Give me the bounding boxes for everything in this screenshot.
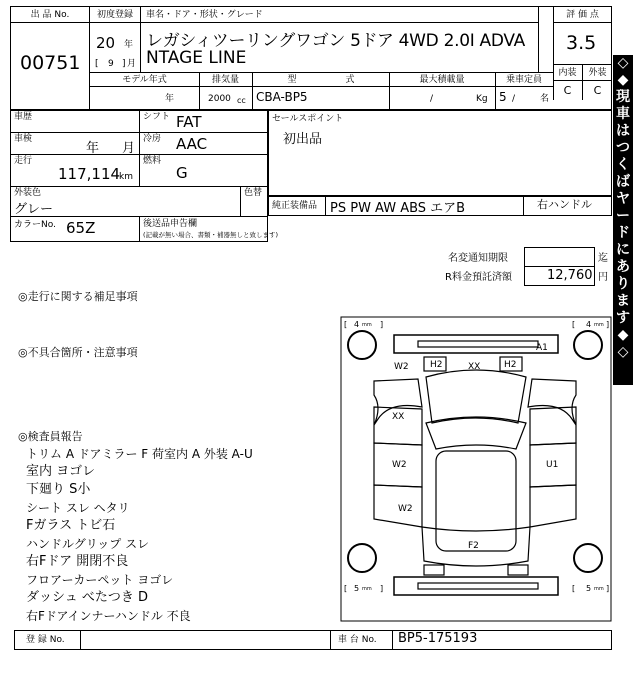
- displacement: 2000: [208, 94, 231, 104]
- inspector-notes: ◎検査員報告 トリム A ドアミラー F 荷室内 A 外装 A-U 室内 ヨゴレ 下廻り S小 シート スレ ヘタリ Fガラス トビ石 ハンドルグリップ スレ 右Fドア 開閉不良 フロアーカーペット ヨゴレ ダッシュ べたつき D 右Fドアインナーハンドル 不良: [18, 430, 253, 623]
- grade-score: 3.5: [566, 32, 597, 54]
- mark-u1: U1: [546, 460, 559, 470]
- tire-fr-mm: 4: [586, 320, 592, 329]
- tire-rr-mm: 5: [586, 584, 592, 593]
- svg-text:mm: mm: [594, 322, 604, 328]
- mileage: 117,114: [58, 165, 121, 183]
- ac-value: AAC: [176, 135, 208, 153]
- capacity: 5: [499, 90, 507, 104]
- svg-text:[: [: [344, 584, 348, 593]
- svg-text:]: ]: [606, 584, 610, 593]
- lot-number: 00751: [20, 52, 81, 74]
- svg-text:[: [: [572, 320, 576, 329]
- mark-h2-right: H2: [504, 360, 517, 370]
- car-name-label: 車名・ドア・形状・グレード: [146, 10, 263, 20]
- notes: [18, 288, 138, 306]
- mark-h2-left: H2: [430, 360, 443, 370]
- mark-xx-door: XX: [392, 412, 405, 422]
- car-damage-diagram: [340, 315, 612, 623]
- interior-grade: C: [563, 84, 572, 97]
- car-name-line1: レガシィツーリングワゴン 5ドア 4WD 2.0I ADVA: [146, 31, 525, 51]
- tire-fl-mm: 4: [354, 320, 360, 329]
- fuel-value: G: [176, 164, 188, 182]
- svg-text:[: [: [572, 584, 576, 593]
- defect-title: ◎不具合箇所・注意事項: [18, 346, 138, 359]
- steering-side: 右ハンドル: [537, 198, 592, 211]
- reg-year: 20: [96, 34, 116, 52]
- color-number: 65Z: [66, 219, 96, 237]
- ext-color: グレー: [14, 202, 54, 217]
- recycle-fee: 12,760: [547, 268, 593, 283]
- svg-text:[: [: [344, 320, 348, 329]
- mark-w2-door: W2: [392, 460, 407, 470]
- shift-value: FAT: [176, 113, 202, 131]
- lot-label: 出 品 No.: [30, 10, 70, 20]
- car-name-line2: NTAGE LINE: [146, 48, 247, 68]
- mark-w2-rear: W2: [398, 504, 413, 514]
- svg-text:mm: mm: [362, 322, 372, 328]
- exterior-grade: C: [593, 84, 602, 97]
- side-banner: ◇ ◆ 現 車 は つ く ば ヤ ー ド に あ り ま す ◆ ◇: [613, 55, 633, 385]
- tire-rl-mm: 5: [354, 584, 360, 593]
- svg-text:]: ]: [380, 584, 384, 593]
- reg-month: 9: [108, 59, 114, 69]
- first-reg-label: 初度登録: [96, 10, 133, 20]
- supp-title: ◎走行に関する補足事項: [18, 290, 138, 303]
- svg-text:mm: mm: [362, 586, 372, 592]
- mark-xx-hood: XX: [468, 362, 481, 372]
- svg-text:]: ]: [380, 320, 384, 329]
- mark-w2-front: W2: [394, 362, 409, 372]
- mark-f2: F2: [468, 541, 479, 551]
- footer-frame: [14, 630, 612, 650]
- sales-point: 初出品: [283, 132, 323, 147]
- svg-text:]: ]: [606, 320, 610, 329]
- grade-label: 評 価 点: [566, 10, 599, 20]
- svg-text:mm: mm: [594, 586, 604, 592]
- model-type: CBA-BP5: [256, 90, 308, 104]
- mark-a1: A1: [536, 343, 548, 353]
- equipment: PS PW AW ABS エアB: [330, 201, 466, 216]
- chassis-number: BP5-175193: [398, 631, 478, 646]
